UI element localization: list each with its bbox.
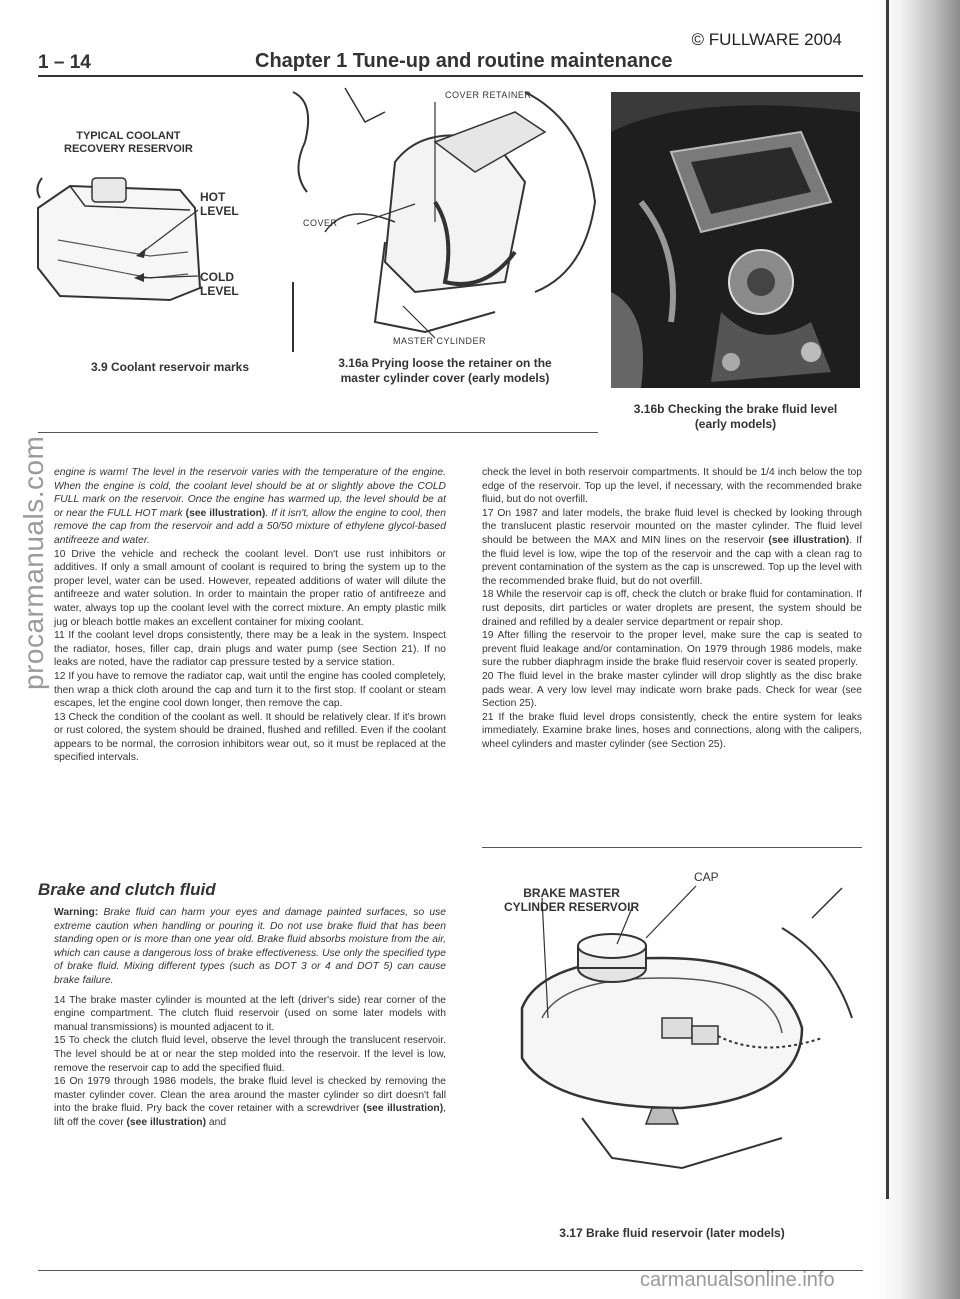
photo-caption: 3.16b Checking the brake fluid level (early models) xyxy=(633,402,838,431)
paragraph-17: 17 On 1987 and later models, the brake fluid level is checked by looking through the translucent plastic reservoir mounted on the master cylinder. The fluid level should be between the MAX and MIN lines on the reservoir (see illustration). If the fluid level is low, wipe the top of the reservoir and the cap with a clean rag to prevent contamination of the system as the cap is unscrewed. Top up the level with the recommended brake fluid, but do not overfill. xyxy=(482,507,863,587)
brake-reservoir-caption: 3.17 Brake fluid reservoir (later models) xyxy=(559,1226,785,1240)
right-column-text xyxy=(482,466,862,751)
brake-reservoir-title: BRAKE MASTER CYLINDER RESERVOIR xyxy=(504,886,640,914)
photo-illustration xyxy=(611,92,860,388)
paragraph-20: 20 The fluid level in the brake master cylinder will drop slightly as the disc brake pads wear. A very low level may indicate worn brake pads. Check for wear (see Section 25). xyxy=(482,670,862,710)
coolant-figure-caption: 3.9 Coolant reservoir marks xyxy=(90,360,250,374)
paragraph-9-continued: engine is warm! The level in the reservoir varies with the temperature of the engine. When the engine is cold, the coolant level should be at or slightly above the COLD FULL mark on the reservoir. Once the engine has warmed up, the level should be at or near the FULL HOT mark (see illustration). If it isn't, allow the engine to cool, then remove the cap from the reservoir and add a 50/50 mixture of ethylene glycol-based antifreeze and water. xyxy=(54,467,446,546)
paragraph-18: 18 While the reservoir cap is off, check the clutch or brake fluid for contamination. If rust deposits, dirt particles or water droplets are present, the system should be drained and refilled by a dealer service department or repair shop. xyxy=(482,589,862,628)
coolant-figure-title: TYPICAL COOLANT RECOVERY RESERVOIR xyxy=(64,130,193,155)
cap-label: CAP xyxy=(694,870,719,884)
cover-label: COVER xyxy=(303,218,338,228)
watermark-left: procarmanuals.com xyxy=(18,435,49,690)
paragraph-12: 12 If you have to remove the radiator cap, wait until the engine has cooled completely, then wrap a thick cloth around the cap and turn it to the first stop. If coolant or steam escapes, let the engine cool down longer, then remove the cap. xyxy=(54,670,446,710)
cold-level-label: COLD LEVEL xyxy=(200,270,239,298)
cover-retainer-label: COVER RETAINER xyxy=(445,90,532,100)
header-rule xyxy=(38,75,863,77)
watermark-bottom: carmanualsonline.info xyxy=(640,1269,835,1291)
figure-cover-retainer xyxy=(285,82,605,412)
scan-edge-line xyxy=(886,0,889,1199)
brake-fluid-photo xyxy=(611,92,860,388)
paragraph-16: 16 On 1979 through 1986 models, the brake fluid level is checked by removing the master cylinder cover. Clean the area around the master cylinder so dirt doesn't fall into the brake fluid. Pry back the cover retainer with a screwdriver (see illustration), lift off the cover (see illustration) and xyxy=(54,1076,447,1128)
master-cylinder-label: MASTER CYLINDER xyxy=(393,336,487,346)
brake-reservoir-drawing xyxy=(482,868,862,1218)
figure-brake-reservoir xyxy=(482,868,862,1268)
paragraph-10: 10 Drive the vehicle and recheck the coolant level. Don't use rust inhibitors or additives. If only a small amount of coolant is required to bring the system up to the proper level, water can be used. However, repeated additions of water will dilute the antifreeze and water solution. In order to maintain the proper ratio of antifreeze and water, always top up the coolant level with the correct mixture. An empty plastic milk jug or bleach bottle makes an excellent container for mixing coolant. xyxy=(54,548,446,628)
right-column-rule xyxy=(482,847,862,848)
figures-rule xyxy=(38,432,598,433)
brake-section-text xyxy=(54,906,446,1130)
paragraph-14: 14 The brake master cylinder is mounted at the left (driver's side) rear corner of the engine compartment. The clutch fluid reservoir (used on some later models with manual transmissions) is mounted adjacent to it. xyxy=(54,994,446,1033)
paragraph-19: 19 After filling the reservoir to the proper level, make sure the cap is seated to prevent fluid leakage and/or contamination. On 1979 through 1986 models, make sure the rubber diaphragm inside the brake fluid reservoir cover is seated properly. xyxy=(482,630,862,669)
copyright-notice: © FULLWARE 2004 xyxy=(691,30,842,49)
warning-paragraph: Warning: Brake fluid can harm your eyes and damage painted surfaces, so use extreme caution when handling or pouring it. Do not use brake fluid that has been standing open or is more than one year old. Brake fluid absorbs moisture from the air, which can cause a dangerous loss of brake effectiveness. Use only the specified type of brake fluid. Mixing different types (such as DOT 3 or 4 and DOT 5) can cause brake failure. xyxy=(54,907,446,986)
figure-coolant-reservoir xyxy=(30,88,280,388)
paragraph-21: 21 If the brake fluid level drops consistently, check the entire system for leaks immediately. Examine brake lines, hoses and connections, along with the calipers, wheel cylinders and master cylinder (see Section 25). xyxy=(482,711,862,750)
paragraph-11: 11 If the coolant level drops consistently, there may be a leak in the system. Inspect the radiator, hoses, filler cap, drain plugs and water pump (see Section 21). If no leaks are noted, have the radiator cap pressure tested by a service station. xyxy=(54,630,446,669)
retainer-figure-caption: 3.16a Prying loose the retainer on the master cylinder cover (early models) xyxy=(338,356,552,385)
chapter-title: Chapter 1 Tune-up and routine maintenance xyxy=(255,50,673,72)
paragraph-15: 15 To check the clutch fluid level, observe the level through the translucent reservoir. The level should be at or near the step molded into the reservoir. If the level is low, remove the reservoir cap to add the specified fluid. xyxy=(54,1035,446,1074)
page-number: 1 – 14 xyxy=(38,52,91,73)
paragraph-16-continued: check the level in both reservoir compartments. It should be 1/4 inch below the top edge of the reservoir. Top up the level, if necessary, with the recommended brake fluid, but do not overfill. xyxy=(482,467,862,506)
paragraph-13: 13 Check the condition of the coolant as well. It should be relatively clear. If it's brown or rust colored, the system should be drained, flushed and refilled. Even if the coolant appears to be normal, the corrosion inhibitors wear out, so it must be replaced at the specified intervals. xyxy=(54,711,446,764)
coolant-reservoir-drawing xyxy=(30,168,280,308)
section-heading-brake-clutch: Brake and clutch fluid xyxy=(38,880,216,899)
left-column-text xyxy=(54,466,446,765)
hot-level-label: HOT LEVEL xyxy=(200,190,239,218)
